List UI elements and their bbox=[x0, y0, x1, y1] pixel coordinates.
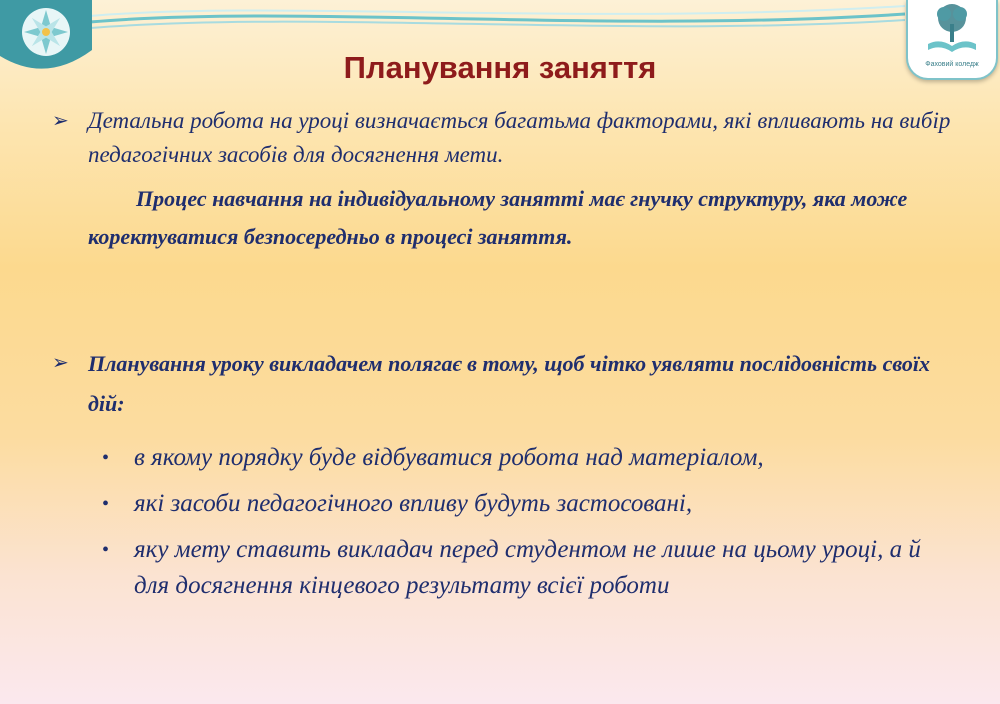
list-item bbox=[100, 440, 960, 476]
list-item-text: яку мету ставить викладач перед студентом не лише на цьому уроці, а й для досягнення кінцевого результату всієї роботи bbox=[134, 536, 921, 599]
logo-caption: Фаховий коледж bbox=[925, 61, 979, 68]
planning-steps-list bbox=[100, 440, 960, 614]
page-title: Планування заняття bbox=[343, 50, 657, 85]
list-item bbox=[100, 532, 960, 604]
paragraph-detailed-work: Детальна робота на уроці визначається багатьма факторами, які впливають на вибір педагогічних засобів для досягнення мети. bbox=[88, 108, 951, 167]
arrow-bullet-icon: ➢ bbox=[52, 350, 69, 374]
dot-bullet-icon: • bbox=[102, 539, 110, 561]
paragraph-lesson-planning: Планування уроку викладачем полягає в тому, щоб чітко уявляти послідовність своїх дій: bbox=[88, 351, 931, 416]
dot-bullet-icon: • bbox=[102, 447, 110, 469]
list-item bbox=[100, 486, 960, 522]
paragraph-learning-process: Процес навчання на індивідуальному занятті має гнучку структуру, яка може коректуватися безпосередньо в процесі заняття. bbox=[88, 186, 908, 249]
arrow-bullet-icon: ➢ bbox=[52, 108, 69, 132]
decorative-waves bbox=[0, 0, 1000, 40]
list-item-text: які засоби педагогічного впливу будуть застосовані, bbox=[134, 490, 693, 517]
list-item-text: в якому порядку буде відбуватися робота над матеріалом, bbox=[134, 444, 764, 471]
dot-bullet-icon: • bbox=[102, 493, 110, 515]
